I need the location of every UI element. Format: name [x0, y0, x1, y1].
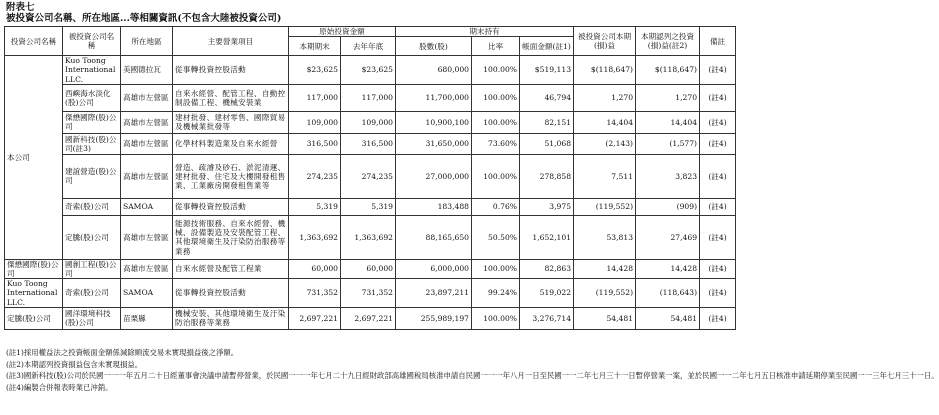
business-items: 從事轉投資控股活動	[173, 279, 289, 308]
original-period-end: 274,235	[289, 154, 341, 198]
ratio: 0.76%	[472, 198, 520, 215]
investee-name: 西嶼海水淡化(股)公司	[63, 84, 121, 111]
recognized-profit-loss: (909)	[636, 198, 700, 215]
business-items: 自來水經營及配管工程業	[173, 259, 289, 278]
original-last-year-end: 274,235	[341, 154, 396, 198]
remark: (註4)	[700, 215, 736, 259]
original-last-year-end: 316,500	[341, 133, 396, 154]
investee-profit-loss: (119,552)	[574, 198, 636, 215]
table-row	[5, 259, 736, 278]
original-period-end: 117,000	[289, 84, 341, 111]
ratio: 50.50%	[472, 215, 520, 259]
header-period-end: 本期期末	[289, 37, 341, 56]
investee-name: 定騰(股)公司	[63, 215, 121, 259]
shares: 255,989,197	[396, 307, 472, 329]
book-value: $519,113	[520, 56, 574, 85]
table-row	[5, 215, 736, 259]
book-value: 82,151	[520, 111, 574, 133]
remark: (註4)	[700, 84, 736, 111]
ratio: 99.24%	[472, 279, 520, 308]
shares: 11,700,000	[396, 84, 472, 111]
original-period-end: 5,319	[289, 198, 341, 215]
recognized-profit-loss: (1,577)	[636, 133, 700, 154]
remark: (註4)	[700, 111, 736, 133]
remark: (註4)	[700, 307, 736, 329]
remark: (註4)	[700, 56, 736, 85]
investee-name: 國創工程(股)公司	[63, 259, 121, 278]
book-value: 51,068	[520, 133, 574, 154]
original-last-year-end: 2,697,221	[341, 307, 396, 329]
location: 高雄市左營區	[121, 84, 173, 111]
investor-name: 定騰(股)公司	[5, 307, 63, 329]
location: 高雄市左營區	[121, 259, 173, 278]
book-value: 3,975	[520, 198, 574, 215]
ratio: 100.00%	[472, 259, 520, 278]
book-value: 46,794	[520, 84, 574, 111]
page-label: 附表七	[6, 2, 35, 13]
investee-profit-loss: 1,270	[574, 84, 636, 111]
investee-name: 建誼營造(股)公司	[63, 154, 121, 198]
shares: 680,000	[396, 56, 472, 85]
investee-profit-loss: 14,428	[574, 259, 636, 278]
business-items: 機械安裝、其他環境衛生及汙染防治服務等業務	[173, 307, 289, 329]
recognized-profit-loss: $(118,647)	[636, 56, 700, 85]
remark: (註4)	[700, 198, 736, 215]
header-book-value: 帳面金額(註1)	[520, 37, 574, 56]
header-location: 所在地區	[121, 27, 173, 56]
header-shares: 股數(股)	[396, 37, 472, 56]
header-business: 主要營業項目	[173, 27, 289, 56]
shares: 31,650,000	[396, 133, 472, 154]
header-ratio: 比率	[472, 37, 520, 56]
original-last-year-end: 731,352	[341, 279, 396, 308]
book-value: 82,863	[520, 259, 574, 278]
business-items: 從事轉投資控股活動	[173, 56, 289, 85]
header-investor: 投資公司名稱	[5, 27, 63, 56]
original-period-end: 2,697,221	[289, 307, 341, 329]
header-recognized-pl: 本期認列之投資(損)益(註2)	[636, 27, 700, 56]
location: 高雄市左營區	[121, 111, 173, 133]
remark: (註4)	[700, 279, 736, 308]
investee-table	[4, 26, 736, 330]
original-period-end: 1,363,692	[289, 215, 341, 259]
original-last-year-end: 117,000	[341, 84, 396, 111]
location: 高雄市左營區	[121, 133, 173, 154]
location: SAMOA	[121, 198, 173, 215]
shares: 23,897,211	[396, 279, 472, 308]
business-items: 從事轉投資控股活動	[173, 198, 289, 215]
recognized-profit-loss: (118,643)	[636, 279, 700, 308]
ratio: 100.00%	[472, 154, 520, 198]
table-row	[5, 154, 736, 198]
business-items: 能源技術服務、自來水經營、機械、設備製造及安裝配管工程、其他環境衛生及汙染防治服務等業務	[173, 215, 289, 259]
investee-name: 國新科技(股)公司(註3)	[63, 133, 121, 154]
shares: 6,000,000	[396, 259, 472, 278]
table-row	[5, 198, 736, 215]
header-last-year-end: 去年年底	[341, 37, 396, 56]
header-remarks: 備註	[700, 27, 736, 56]
investee-profit-loss: (119,552)	[574, 279, 636, 308]
business-items: 自來水經營、配管工程、自動控制設備工程、機械安裝業	[173, 84, 289, 111]
footnote: (註3)國新科技(股)公司於民國一一一年五月二十日經董事會決議申請暫停營業，於民國一一一年七月二十九日經財政部高雄國稅局核准申請自民國一一一年八月一日至民國一一二年七月三十一日暫停營業一案，並於民國一一二年七月五日核准申請延期停業至民國一一三年七月三十一日。	[6, 371, 939, 381]
shares: 183,488	[396, 198, 472, 215]
book-value: 3,276,714	[520, 307, 574, 329]
book-value: 278,858	[520, 154, 574, 198]
book-value: 519,022	[520, 279, 574, 308]
table-row	[5, 56, 736, 85]
original-period-end: 109,000	[289, 111, 341, 133]
investee-profit-loss: 7,511	[574, 154, 636, 198]
location: 苗栗縣	[121, 307, 173, 329]
original-period-end: 316,500	[289, 133, 341, 154]
original-last-year-end: $23,625	[341, 56, 396, 85]
business-items: 營造、疏濬及砂石、淤泥清運、建材批發、住宅及大樓開發租售業、工業廠房開發租售業等	[173, 154, 289, 198]
header-original-investment: 原始投資金額	[289, 27, 396, 37]
book-value: 1,652,101	[520, 215, 574, 259]
footnotes	[6, 347, 939, 393]
remark: (註4)	[700, 259, 736, 278]
original-period-end: $23,625	[289, 56, 341, 85]
investor-name: 傑懋國際(股)公司	[5, 259, 63, 278]
investee-name: 傑懋國際(股)公司	[63, 111, 121, 133]
header-investee-pl: 被投資公司本期(損)益	[574, 27, 636, 56]
table-row	[5, 111, 736, 133]
footnote: (註1)採用權益法之投資帳面金額係減除順流交易未實現損益後之淨額。	[6, 348, 239, 357]
original-last-year-end: 109,000	[341, 111, 396, 133]
ratio: 73.60%	[472, 133, 520, 154]
page-title: 被投資公司名稱、所在地區...等相關資訊(不包含大陸被投資公司)	[6, 13, 282, 24]
location: 高雄市左營區	[121, 154, 173, 198]
table-row	[5, 279, 736, 308]
ratio: 100.00%	[472, 307, 520, 329]
ratio: 100.00%	[472, 84, 520, 111]
investee-profit-loss: 54,481	[574, 307, 636, 329]
recognized-profit-loss: 3,823	[636, 154, 700, 198]
table-row	[5, 307, 736, 329]
investee-profit-loss: $(118,647)	[574, 56, 636, 85]
footnote: (註2)本期認列投資損益包含未實現損益。	[6, 359, 143, 369]
investee-name: 國洋環境科技(股)公司	[63, 307, 121, 329]
business-items: 化學材料製造業及自來水經營	[173, 133, 289, 154]
original-period-end: 60,000	[289, 259, 341, 278]
shares: 27,000,000	[396, 154, 472, 198]
ratio: 100.00%	[472, 111, 520, 133]
location: 高雄市左營區	[121, 215, 173, 259]
recognized-profit-loss: 1,270	[636, 84, 700, 111]
original-last-year-end: 1,363,692	[341, 215, 396, 259]
shares: 10,900,100	[396, 111, 472, 133]
ratio: 100.00%	[472, 56, 520, 85]
investee-profit-loss: 53,813	[574, 215, 636, 259]
original-last-year-end: 60,000	[341, 259, 396, 278]
location: 美國德拉瓦	[121, 56, 173, 85]
investee-name: Kuo Toong International LLC.	[63, 56, 121, 85]
investor-name: 本公司	[5, 56, 63, 260]
original-last-year-end: 5,319	[341, 198, 396, 215]
investee-profit-loss: (2,143)	[574, 133, 636, 154]
remark: (註4)	[700, 154, 736, 198]
remark: (註4)	[700, 133, 736, 154]
investor-name: Kuo Toong International LLC.	[5, 279, 63, 308]
footnote: (註4)編製合併報表時業已沖銷。	[6, 382, 113, 392]
investee-name: 奇索(股)公司	[63, 198, 121, 215]
shares: 88,165,650	[396, 215, 472, 259]
table-row	[5, 84, 736, 111]
location: SAMOA	[121, 279, 173, 308]
recognized-profit-loss: 14,404	[636, 111, 700, 133]
investee-profit-loss: 14,404	[574, 111, 636, 133]
recognized-profit-loss: 27,469	[636, 215, 700, 259]
business-items: 建材批發、建材零售、國際貿易及機械業批發等	[173, 111, 289, 133]
header-holding: 期末持有	[396, 27, 574, 37]
investee-name: 奇索(股)公司	[63, 279, 121, 308]
recognized-profit-loss: 54,481	[636, 307, 700, 329]
header-investee: 被投資公司名稱	[63, 27, 121, 56]
original-period-end: 731,352	[289, 279, 341, 308]
table-row	[5, 133, 736, 154]
recognized-profit-loss: 14,428	[636, 259, 700, 278]
